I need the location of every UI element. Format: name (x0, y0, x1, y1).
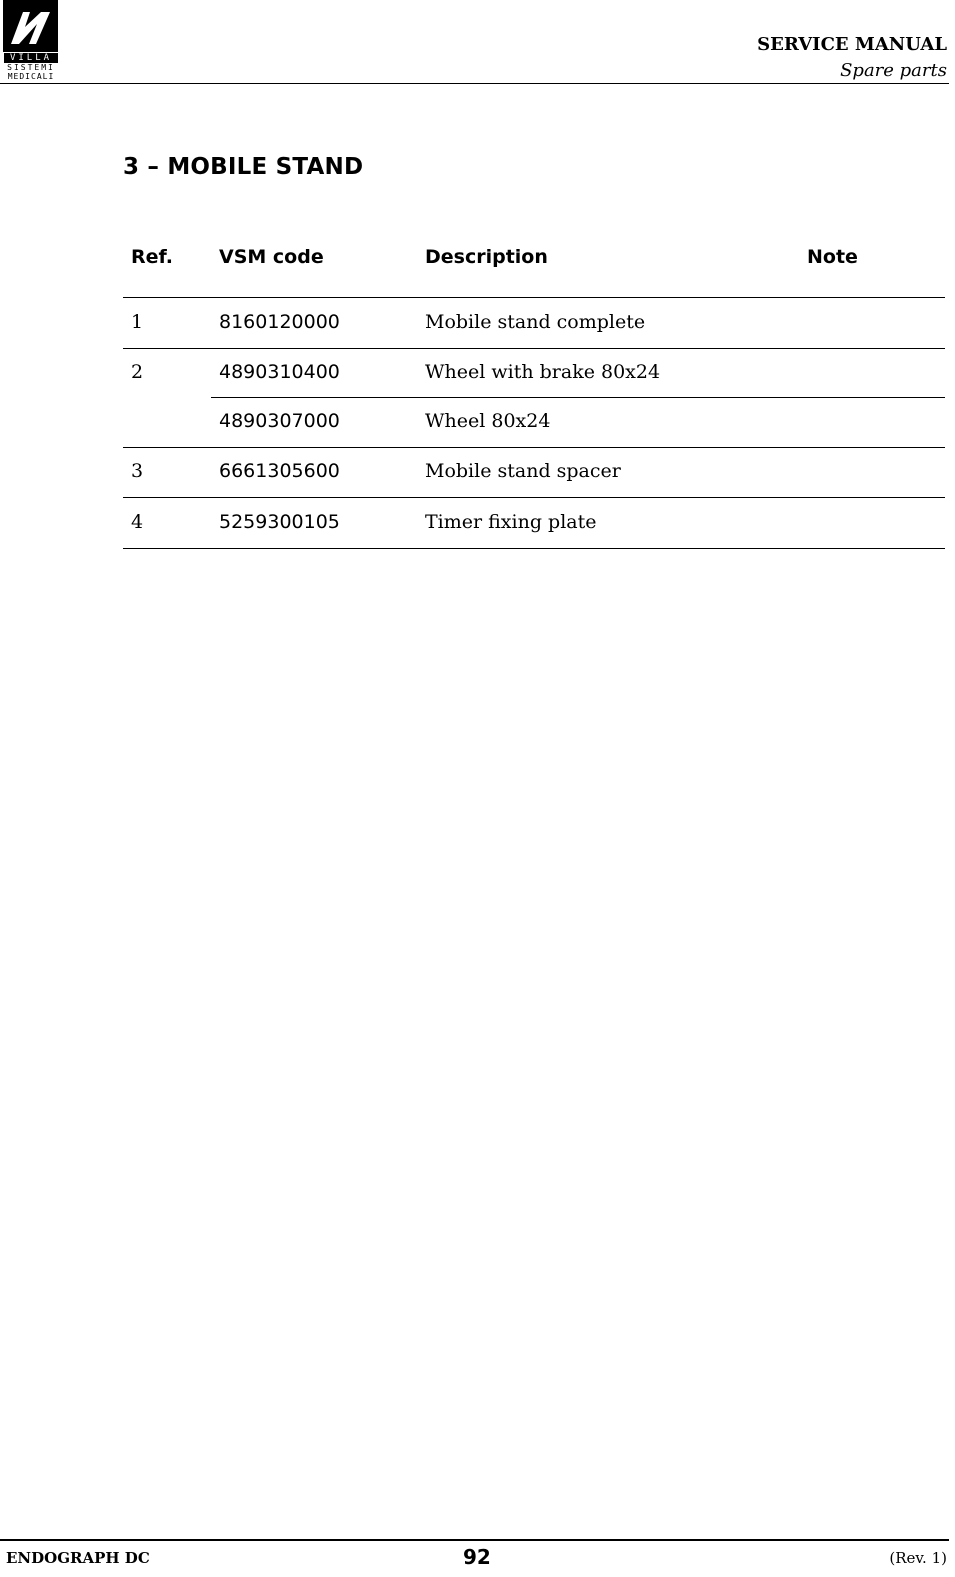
row-1-description: Mobile stand complete (425, 311, 646, 333)
row-3-code: 6661305600 (219, 460, 340, 482)
footer-product-name: ENDOGRAPH DC (6, 1549, 150, 1567)
row-divider (123, 497, 945, 498)
row-1-ref: 1 (131, 311, 144, 333)
logo-word-medicali: MEDICALI (7, 72, 55, 81)
table-bottom-rule (123, 548, 945, 549)
row-3-description: Mobile stand spacer (425, 460, 621, 482)
row-4-code: 5259300105 (219, 511, 340, 533)
row-2-description: Wheel with brake 80x24 (425, 361, 661, 383)
row-divider (123, 348, 945, 349)
document-subtitle: Spare parts (840, 60, 947, 81)
column-header-ref: Ref. (131, 246, 173, 268)
row-2-code: 4890310400 (219, 361, 340, 383)
column-header-note: Note (807, 246, 858, 268)
logo-word-villa: VILLA (4, 53, 58, 63)
row-2-ref: 2 (131, 361, 144, 383)
header-row-divider (123, 297, 945, 298)
page-number: 92 (463, 1545, 491, 1569)
document-title: SERVICE MANUAL (757, 34, 947, 55)
row-4-description: Timer fixing plate (425, 511, 597, 533)
column-header-code: VSM code (219, 246, 324, 268)
footer-revision: (Rev. 1) (889, 1549, 947, 1567)
footer-divider (0, 1539, 949, 1541)
logo-word-sistemi: SISTEMI (7, 63, 55, 72)
column-header-description: Description (425, 246, 548, 268)
row-1-code: 8160120000 (219, 311, 340, 333)
header-divider (0, 83, 949, 84)
company-logo (3, 0, 58, 81)
logo-mark-icon (3, 0, 58, 52)
row-divider (123, 447, 945, 448)
row-3-ref: 3 (131, 460, 144, 482)
row-2b-description: Wheel 80x24 (425, 410, 551, 432)
row-4-ref: 4 (131, 511, 144, 533)
section-title: 3 – MOBILE STAND (123, 154, 364, 180)
row-subdivider (211, 397, 945, 398)
row-2b-code: 4890307000 (219, 410, 340, 432)
